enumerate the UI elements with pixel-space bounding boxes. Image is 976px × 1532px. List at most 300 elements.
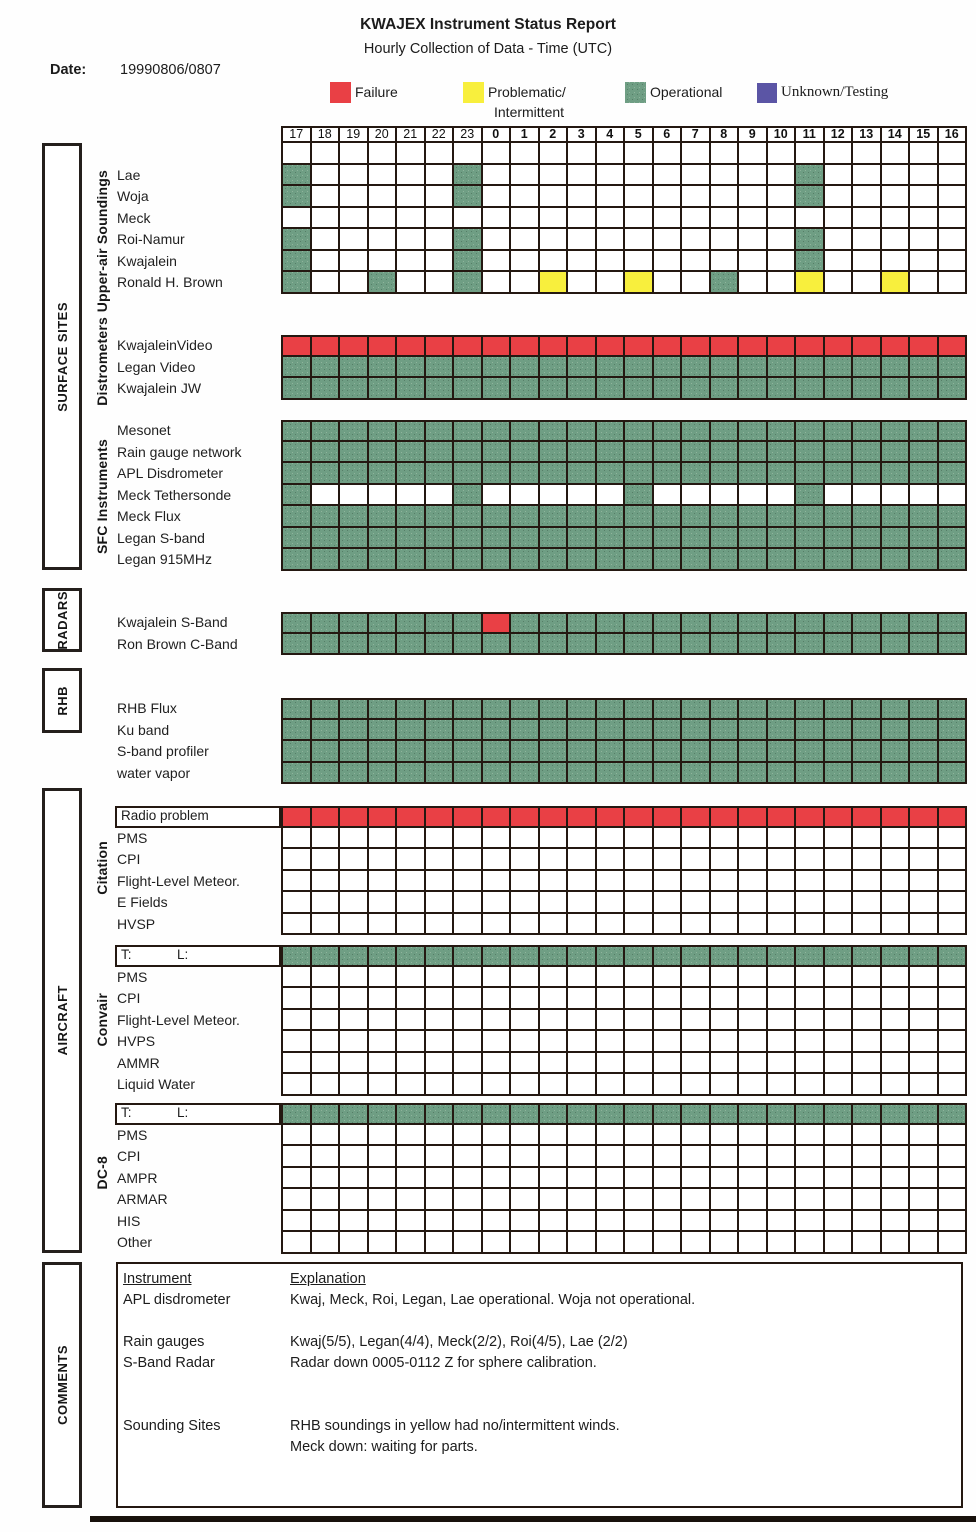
status-cell <box>483 1168 512 1190</box>
status-cell <box>796 1031 825 1053</box>
status-cell <box>426 828 455 850</box>
instrument-row <box>0 1103 976 1125</box>
status-cell <box>397 1189 426 1211</box>
status-cell <box>540 914 569 936</box>
status-cell <box>454 871 483 893</box>
status-cell <box>597 1168 626 1190</box>
status-cell <box>625 485 654 507</box>
status-cell <box>283 1010 312 1032</box>
status-cell <box>853 1189 882 1211</box>
status-cell <box>597 1031 626 1053</box>
status-cell <box>853 528 882 550</box>
status-cell <box>739 485 768 507</box>
status-cell <box>483 378 512 400</box>
status-cell <box>568 378 597 400</box>
status-cell <box>312 1189 341 1211</box>
status-cell <box>568 763 597 785</box>
status-cell <box>454 165 483 187</box>
status-cell <box>483 357 512 379</box>
status-cell <box>711 945 740 967</box>
status-cell <box>711 1125 740 1147</box>
status-cell <box>939 1232 968 1254</box>
instrument-row <box>0 506 976 528</box>
status-cell <box>511 442 540 464</box>
status-cell <box>483 828 512 850</box>
status-cell <box>768 1232 797 1254</box>
scan-artifact-bar <box>90 1516 976 1522</box>
status-cell <box>796 335 825 357</box>
comment-explanation <box>290 1332 961 1353</box>
status-cell <box>540 1103 569 1125</box>
status-cells <box>281 1074 967 1096</box>
failure-swatch <box>330 82 351 103</box>
row-label: PMS <box>117 968 148 985</box>
instrument-row <box>0 763 976 785</box>
status-cell <box>511 165 540 187</box>
status-cell <box>340 698 369 720</box>
status-cell <box>568 186 597 208</box>
status-cell <box>768 1010 797 1032</box>
status-cell <box>568 549 597 571</box>
status-cell <box>853 1125 882 1147</box>
status-cell <box>426 1125 455 1147</box>
status-cell <box>625 806 654 828</box>
status-cell <box>426 208 455 230</box>
comment-explanation <box>290 1290 961 1311</box>
status-cell <box>853 165 882 187</box>
status-cell <box>511 1189 540 1211</box>
status-cell <box>426 549 455 571</box>
status-cell <box>910 988 939 1010</box>
status-cell <box>825 612 854 634</box>
status-cell <box>682 357 711 379</box>
status-cells <box>281 335 967 357</box>
status-cell <box>568 229 597 251</box>
status-cell <box>540 763 569 785</box>
row-label: HIS <box>117 1212 141 1229</box>
status-cell <box>568 272 597 294</box>
status-cell <box>939 143 968 165</box>
status-cell <box>654 1010 683 1032</box>
status-cell <box>739 806 768 828</box>
status-cell <box>768 165 797 187</box>
status-cell <box>312 186 341 208</box>
status-cell <box>625 463 654 485</box>
status-cell <box>825 1031 854 1053</box>
status-cell <box>483 485 512 507</box>
status-cell <box>939 1031 968 1053</box>
grid-rhb <box>0 698 976 784</box>
status-cell <box>768 720 797 742</box>
status-cell <box>568 806 597 828</box>
row-label: Rain gauge network <box>117 443 242 460</box>
status-cell <box>568 849 597 871</box>
row-label: Meck <box>117 209 151 226</box>
status-cell <box>910 806 939 828</box>
status-cell <box>540 849 569 871</box>
status-cell <box>283 143 312 165</box>
status-cell <box>910 914 939 936</box>
status-cell <box>711 549 740 571</box>
status-cell <box>454 698 483 720</box>
status-cell <box>483 1232 512 1254</box>
status-cell <box>568 988 597 1010</box>
status-cell <box>654 945 683 967</box>
status-cell <box>340 1031 369 1053</box>
page-title: KWAJEX Instrument Status Report <box>360 16 616 33</box>
status-cell <box>882 828 911 850</box>
status-cell <box>369 698 398 720</box>
row-label: E Fields <box>117 894 168 910</box>
status-cell <box>283 1168 312 1190</box>
status-cell <box>711 335 740 357</box>
status-cell <box>853 143 882 165</box>
status-cell <box>853 741 882 763</box>
status-cell <box>711 378 740 400</box>
status-cell <box>511 463 540 485</box>
status-cell <box>739 892 768 914</box>
status-cell <box>682 506 711 528</box>
status-cell <box>739 1189 768 1211</box>
status-cell <box>369 1146 398 1168</box>
status-cell <box>568 485 597 507</box>
status-cell <box>340 506 369 528</box>
status-cell <box>625 945 654 967</box>
status-cell <box>853 378 882 400</box>
status-cell <box>939 420 968 442</box>
status-cell <box>454 420 483 442</box>
instrument-row <box>0 1010 976 1032</box>
status-cell <box>654 357 683 379</box>
status-cell <box>910 763 939 785</box>
status-cell <box>568 1232 597 1254</box>
status-cell <box>340 1211 369 1233</box>
status-cell <box>768 1031 797 1053</box>
status-cell <box>511 1211 540 1233</box>
status-cell <box>768 967 797 989</box>
status-cell <box>312 1146 341 1168</box>
status-cells <box>281 528 967 550</box>
status-cell <box>853 1211 882 1233</box>
status-cell <box>340 1146 369 1168</box>
grid-convair <box>0 945 976 1096</box>
status-cell <box>397 165 426 187</box>
status-cell <box>511 186 540 208</box>
status-cell <box>454 612 483 634</box>
status-cell <box>283 828 312 850</box>
status-cell <box>597 1125 626 1147</box>
status-cell <box>568 506 597 528</box>
status-cell <box>939 1189 968 1211</box>
status-cell <box>597 378 626 400</box>
status-cell <box>511 612 540 634</box>
instrument-row <box>0 914 976 936</box>
status-cell <box>597 485 626 507</box>
status-cell <box>853 549 882 571</box>
status-cell <box>654 741 683 763</box>
status-cell <box>910 143 939 165</box>
row-label: ARMAR <box>117 1191 168 1207</box>
status-cell <box>711 741 740 763</box>
status-cell <box>910 741 939 763</box>
status-cell <box>426 945 455 967</box>
status-cell <box>426 741 455 763</box>
status-cell <box>540 967 569 989</box>
row-label-box <box>115 945 281 967</box>
status-cell <box>540 251 569 273</box>
status-cell <box>654 442 683 464</box>
status-cell <box>568 463 597 485</box>
status-cell <box>312 1211 341 1233</box>
status-cell <box>283 335 312 357</box>
status-cell <box>397 828 426 850</box>
status-cell <box>654 335 683 357</box>
status-cell <box>340 1103 369 1125</box>
status-cell <box>340 1168 369 1190</box>
status-cell <box>397 612 426 634</box>
status-cell <box>312 1232 341 1254</box>
hour-header-cell: 9 <box>739 126 768 143</box>
instrument-row <box>0 698 976 720</box>
status-cell <box>768 1211 797 1233</box>
status-cell <box>939 485 968 507</box>
status-cell <box>625 420 654 442</box>
status-cell <box>910 1146 939 1168</box>
status-cell <box>739 849 768 871</box>
status-cell <box>369 1125 398 1147</box>
status-cell <box>454 914 483 936</box>
status-cell <box>540 165 569 187</box>
status-cell <box>397 914 426 936</box>
comment-entry <box>118 1416 961 1458</box>
status-cell <box>597 698 626 720</box>
status-cell <box>796 143 825 165</box>
status-cells <box>281 914 967 936</box>
status-cell <box>568 420 597 442</box>
status-cell <box>882 849 911 871</box>
status-cell <box>739 698 768 720</box>
status-cell <box>283 1146 312 1168</box>
grid-citation <box>0 806 976 935</box>
status-cell <box>312 549 341 571</box>
status-cell <box>597 229 626 251</box>
status-cell <box>397 806 426 828</box>
status-cell <box>825 806 854 828</box>
status-cell <box>654 506 683 528</box>
status-cell <box>568 828 597 850</box>
status-cell <box>283 208 312 230</box>
status-cells <box>281 1211 967 1233</box>
status-cell <box>853 1053 882 1075</box>
status-cell <box>625 549 654 571</box>
status-cell <box>711 1010 740 1032</box>
status-cell <box>739 612 768 634</box>
status-cell <box>910 612 939 634</box>
status-cell <box>540 463 569 485</box>
status-cell <box>312 272 341 294</box>
status-cell <box>312 828 341 850</box>
status-cell <box>312 1168 341 1190</box>
section-label-comments <box>42 1262 82 1508</box>
status-cell <box>483 143 512 165</box>
status-cell <box>910 378 939 400</box>
status-cell <box>540 485 569 507</box>
status-cell <box>369 945 398 967</box>
status-cell <box>910 698 939 720</box>
status-cell <box>825 485 854 507</box>
status-cell <box>625 1031 654 1053</box>
status-cell <box>568 720 597 742</box>
status-cell <box>625 528 654 550</box>
status-cell <box>825 1146 854 1168</box>
status-cell <box>540 549 569 571</box>
status-cell <box>796 741 825 763</box>
status-cell <box>340 143 369 165</box>
status-cell <box>796 871 825 893</box>
status-cell <box>568 612 597 634</box>
hour-header-cell: 17 <box>283 126 312 143</box>
status-cell <box>882 1189 911 1211</box>
status-cell <box>853 945 882 967</box>
status-cell <box>340 251 369 273</box>
status-cell <box>340 967 369 989</box>
status-cell <box>540 806 569 828</box>
status-cell <box>568 1103 597 1125</box>
status-cell <box>654 967 683 989</box>
status-cell <box>768 357 797 379</box>
status-cell <box>768 741 797 763</box>
status-cell <box>654 1103 683 1125</box>
status-cell <box>340 1074 369 1096</box>
status-cell <box>540 186 569 208</box>
status-cell <box>597 634 626 656</box>
status-cells <box>281 229 967 251</box>
status-cell <box>825 871 854 893</box>
status-cell <box>682 763 711 785</box>
status-cell <box>654 634 683 656</box>
status-cell <box>511 871 540 893</box>
status-cell <box>882 549 911 571</box>
row-label: CPI <box>117 990 141 1006</box>
status-cell <box>483 763 512 785</box>
status-cell <box>426 506 455 528</box>
status-cell <box>540 634 569 656</box>
status-cell <box>682 1168 711 1190</box>
status-cell <box>483 442 512 464</box>
status-cell <box>768 1146 797 1168</box>
status-cell <box>711 871 740 893</box>
instrument-row <box>0 612 976 634</box>
status-cell <box>768 945 797 967</box>
status-cell <box>483 272 512 294</box>
status-cell <box>739 741 768 763</box>
status-cell <box>597 871 626 893</box>
status-cell <box>625 1146 654 1168</box>
status-cell <box>426 763 455 785</box>
status-cell <box>340 945 369 967</box>
status-cell <box>654 988 683 1010</box>
grid-dc8 <box>0 1103 976 1254</box>
status-cell <box>540 1053 569 1075</box>
status-cell <box>540 229 569 251</box>
status-cell <box>768 463 797 485</box>
status-cell <box>711 1074 740 1096</box>
status-cell <box>882 741 911 763</box>
status-cell <box>654 914 683 936</box>
status-cell <box>397 1125 426 1147</box>
hour-header-cell: 10 <box>768 126 797 143</box>
hour-header-cell: 23 <box>454 126 483 143</box>
status-cell <box>511 914 540 936</box>
status-cell <box>625 1211 654 1233</box>
status-cell <box>283 988 312 1010</box>
status-cell <box>654 528 683 550</box>
legend-label: Unknown/Testing <box>781 84 889 100</box>
status-cell <box>739 1211 768 1233</box>
status-cell <box>483 1031 512 1053</box>
status-cell <box>540 1125 569 1147</box>
status-cell <box>825 1103 854 1125</box>
status-cells <box>281 1053 967 1075</box>
status-cell <box>340 229 369 251</box>
status-cell <box>625 828 654 850</box>
status-cell <box>882 1031 911 1053</box>
status-cell <box>426 1168 455 1190</box>
status-cell <box>283 914 312 936</box>
status-cell <box>511 229 540 251</box>
status-cell <box>483 967 512 989</box>
status-cell <box>882 1074 911 1096</box>
status-cell <box>369 463 398 485</box>
legend-item-problematic <box>463 82 566 121</box>
status-cell <box>654 420 683 442</box>
operational-swatch <box>625 82 646 103</box>
hour-header-cell: 6 <box>654 126 683 143</box>
status-cell <box>511 1074 540 1096</box>
status-cell <box>397 1010 426 1032</box>
hour-header-cell: 12 <box>825 126 854 143</box>
status-cell <box>853 442 882 464</box>
status-cell <box>739 420 768 442</box>
status-cell <box>283 357 312 379</box>
status-cells <box>281 634 967 656</box>
status-cell <box>312 251 341 273</box>
status-cell <box>882 1146 911 1168</box>
hour-header-cell: 18 <box>312 126 341 143</box>
status-cell <box>739 828 768 850</box>
status-cell <box>739 720 768 742</box>
status-cell <box>283 463 312 485</box>
status-cell <box>654 720 683 742</box>
status-cell <box>369 892 398 914</box>
status-cell <box>597 463 626 485</box>
status-cell <box>682 528 711 550</box>
status-cell <box>825 849 854 871</box>
status-cell <box>739 165 768 187</box>
status-cell <box>825 720 854 742</box>
row-label: Other <box>117 1234 153 1250</box>
status-cell <box>568 1125 597 1147</box>
status-cell <box>654 828 683 850</box>
status-cell <box>283 741 312 763</box>
status-cell <box>625 357 654 379</box>
status-cell <box>283 1211 312 1233</box>
status-cell <box>682 1074 711 1096</box>
status-cell <box>397 1053 426 1075</box>
status-cell <box>369 849 398 871</box>
status-cell <box>540 272 569 294</box>
status-cell <box>796 272 825 294</box>
